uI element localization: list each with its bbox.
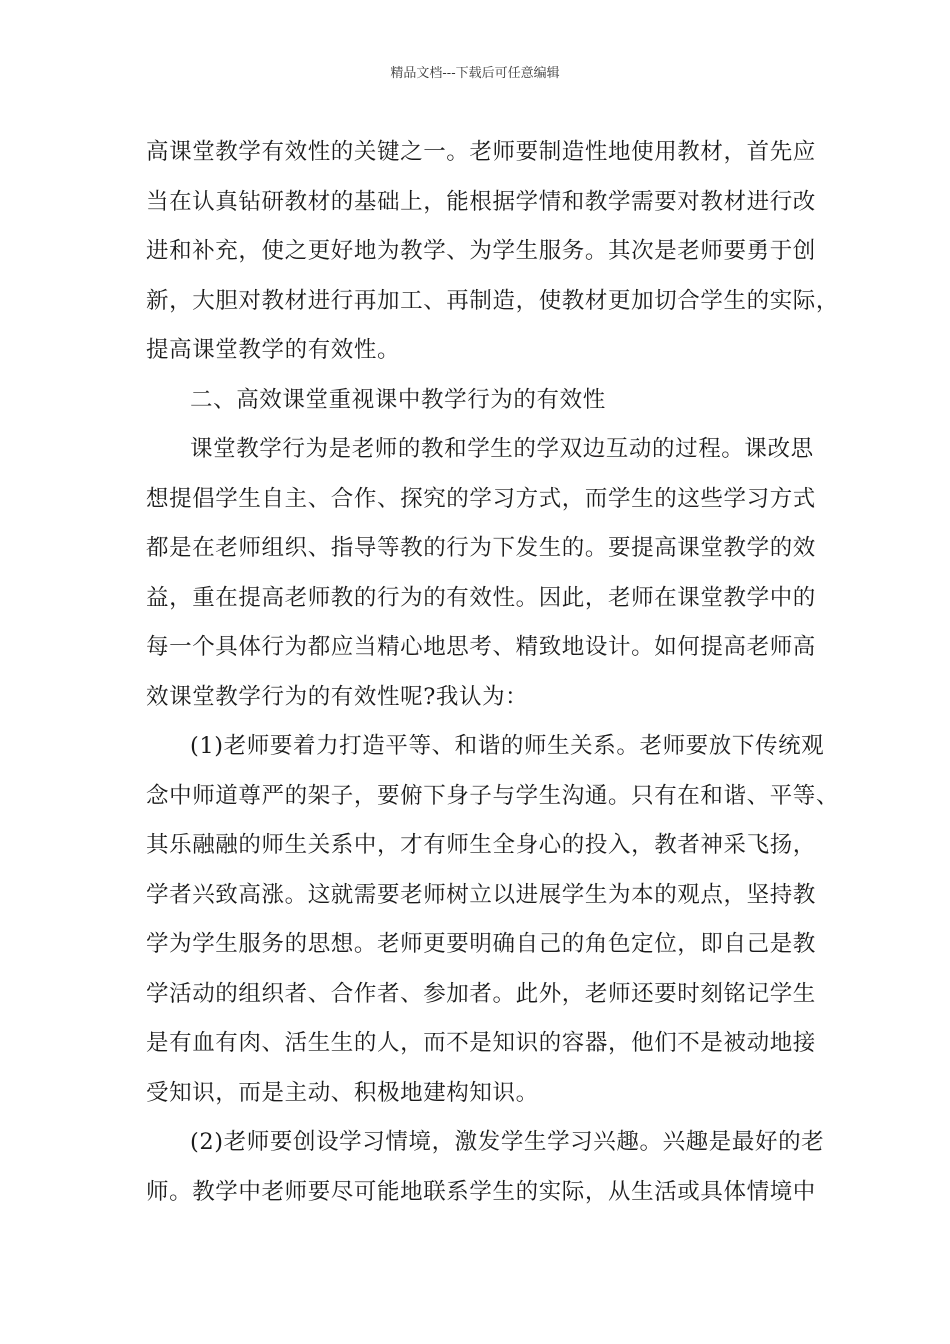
text-line: 师。教学中老师要尽可能地联系学生的实际，从生活或具体情境中 bbox=[146, 1178, 816, 1205]
text-line: 念中师道尊严的架子，要俯下身子与学生沟通。只有在和谐、平等、 bbox=[146, 782, 840, 809]
document-body bbox=[146, 128, 840, 1217]
text-line: 学为学生服务的思想。老师更要明确自己的角色定位，即自己是教 bbox=[146, 931, 816, 957]
text-line: 高课堂教学有效性的关键之一。老师要制造性地使用教材，首先应 bbox=[146, 139, 816, 165]
text-line: 学者兴致高涨。这就需要老师树立以进展学生为本的观点，坚持教 bbox=[146, 881, 816, 908]
text-line: 都是在老师组织、指导等教的行为下发生的。要提高课堂教学的效 bbox=[146, 535, 816, 561]
text-line: 提高课堂教学的有效性。 bbox=[146, 337, 401, 363]
paragraph-start-line: (1)老师要着力打造平等、和谐的师生关系。老师要放下传统观 bbox=[190, 733, 825, 759]
page-header: 精品文档---下载后可任意编辑 bbox=[390, 66, 560, 81]
section-heading: 二、高效课堂重视课中教学行为的有效性 bbox=[190, 386, 606, 413]
text-line: 益，重在提高老师教的行为的有效性。因此，老师在课堂教学中的 bbox=[146, 584, 816, 611]
text-line: 学活动的组织者、合作者、参加者。此外，老师还要时刻铭记学生 bbox=[146, 980, 816, 1007]
text-line: 进和补充，使之更好地为教学、为学生服务。其次是老师要勇于创 bbox=[146, 238, 816, 264]
text-line: 效课堂教学行为的有效性呢?我认为： bbox=[146, 683, 529, 710]
text-line: 当在认真钻研教材的基础上，能根据学情和教学需要对教材进行改 bbox=[146, 188, 816, 215]
text-line: 是有血有肉、活生生的人，而不是知识的容器，他们不是被动地接 bbox=[146, 1030, 816, 1056]
paragraph-start-line: 课堂教学行为是老师的教和学生的学双边互动的过程。课改思 bbox=[190, 436, 814, 462]
text-line: 新，大胆对教材进行再加工、再制造，使教材更加切合学生的实际， bbox=[146, 287, 840, 314]
text-line: 受知识，而是主动、积极地建构知识。 bbox=[146, 1079, 539, 1106]
text-line: 想提倡学生自主、合作、探究的学习方式，而学生的这些学习方式 bbox=[146, 485, 816, 512]
paragraph-start-line: (2)老师要创设学习情境，激发学生学习兴趣。兴趣是最好的老 bbox=[190, 1129, 825, 1155]
text-line: 其乐融融的师生关系中，才有师生全身心的投入，教者神采飞扬， bbox=[146, 832, 816, 858]
text-line: 每一个具体行为都应当精心地思考、精致地设计。如何提高老师高 bbox=[146, 634, 816, 660]
